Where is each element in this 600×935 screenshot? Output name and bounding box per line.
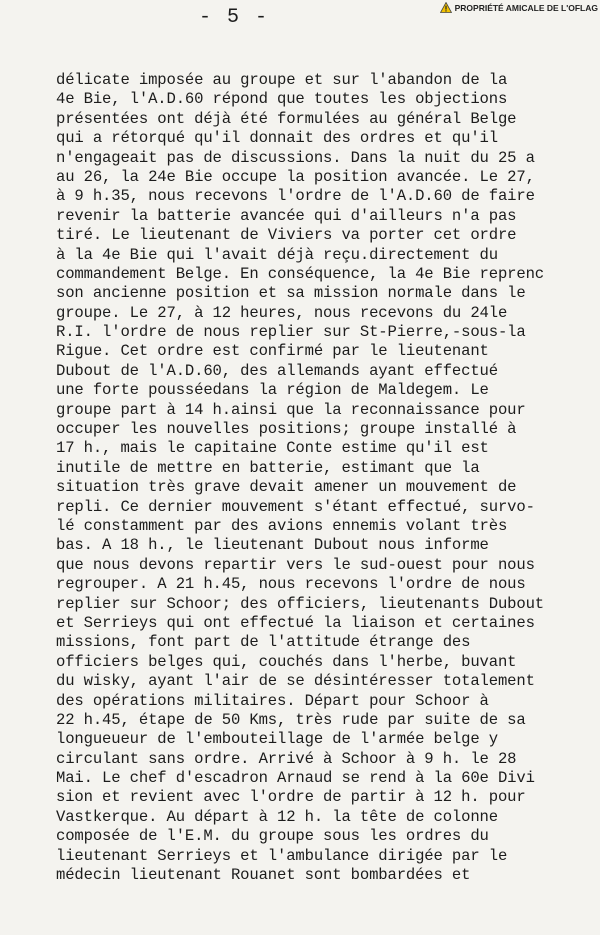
body-text [56, 71, 600, 885]
text-line: n'engageait pas de discussions. Dans la nuit du 25 a [56, 148, 535, 167]
text-line: 22 h.45, étape de 50 Kms, très rude par suite de sa [56, 710, 526, 729]
text-line: groupe part à 14 h.ainsi que la reconnaissance pour [56, 400, 526, 419]
text-line: des opérations militaires. Départ pour Schoor à [56, 691, 489, 710]
text-line: délicate imposée au groupe et sur l'abandon de la [56, 71, 508, 89]
text-line: composée de l'E.M. du groupe sous les ordres du [56, 827, 489, 846]
text-line: groupe. Le 27, à 12 heures, nous recevons du 24le [56, 303, 508, 322]
text-line: officiers belges qui, couchés dans l'herbe, buvant [56, 652, 517, 671]
text-line: Mai. Le chef d'escadron Arnaud se rend à la 60e Divi [56, 769, 535, 788]
text-line: Vastkerque. Au départ à 12 h. la tête de colonne [56, 807, 498, 826]
watermark-text: PROPRIÉTÉ AMICALE DE L'OFLAG [454, 2, 598, 13]
text-line: circulant sans ordre. Arrivé à Schoor à 9 h. le 28 [56, 749, 517, 768]
text-line: R.I. l'ordre de nous replier sur St-Pierre,-sous-la [56, 323, 526, 342]
text-line: longueueur de l'embouteillage de l'armée belge y [56, 730, 498, 749]
text-line: 4e Bie, l'A.D.60 répond que toutes les objections [56, 90, 508, 109]
text-line: lé constamment par des avions ennemis volant très [56, 516, 508, 535]
text-line: revenir la batterie avancée qui d'ailleurs n'a pas [56, 206, 517, 225]
text-line: commandement Belge. En conséquence, la 4e Bie reprenc [56, 264, 545, 283]
text-line: qui a rétorqué qu'il donnait des ordres et qu'il [56, 129, 498, 148]
text-line: lieutenant Serrieys et l'ambulance dirigée par le [56, 846, 508, 865]
text-line: inutile de mettre en batterie, estimant que la [56, 458, 480, 477]
text-line: que nous devons repartir vers le sud-ouest pour nous [56, 555, 535, 574]
text-line: sion et revient avec l'ordre de partir à 12 h. pour [56, 788, 526, 807]
text-line: son ancienne position et sa mission normale dans le [56, 284, 526, 303]
text-line: présentées ont déjà été formulées au général Belge [56, 109, 517, 128]
text-line: regrouper. A 21 h.45, nous recevons l'ordre de nous [56, 575, 526, 594]
text-line: du wisky, ayant l'air de se désintéresser totalement [56, 672, 535, 691]
text-line: bas. A 18 h., le lieutenant Dubout nous informe [56, 536, 489, 555]
text-line: situation très grave devait amener un mouvement de [56, 478, 517, 497]
page-number: - 5 - [198, 6, 269, 29]
text-line: missions, font part de l'attitude étrange des [56, 633, 471, 652]
text-line: repli. Ce dernier mouvement s'étant effectué, survo- [56, 497, 535, 516]
text-line: à 9 h.35, nous recevons l'ordre de l'A.D.60 de faire [56, 187, 535, 206]
text-line: tiré. Le lieutenant de Viviers va porter cet ordre [56, 226, 517, 245]
text-line: Dubout de l'A.D.60, des allemands ayant effectué [56, 361, 498, 380]
text-line: replier sur Schoor; des officiers, lieutenants Dubout [56, 594, 545, 613]
text-line: Rigue. Cet ordre est confirmé par le lieutenant [56, 342, 489, 361]
text-line: au 26, la 24e Bie occupe la position avancée. Le 27, [56, 167, 535, 186]
text-line: 17 h., mais le capitaine Conte estime qu'il est [56, 439, 489, 458]
text-line: occuper les nouvelles positions; groupe installé à [56, 420, 517, 439]
text-line: médecin lieutenant Rouanet sont bombardées et [56, 866, 471, 885]
text-line: une forte pousséedans la région de Maldegem. Le [56, 381, 489, 400]
text-line: et Serrieys qui ont effectué la liaison et certaines [56, 613, 535, 632]
text-line: à la 4e Bie qui l'avait déjà reçu.directement du [56, 245, 498, 264]
